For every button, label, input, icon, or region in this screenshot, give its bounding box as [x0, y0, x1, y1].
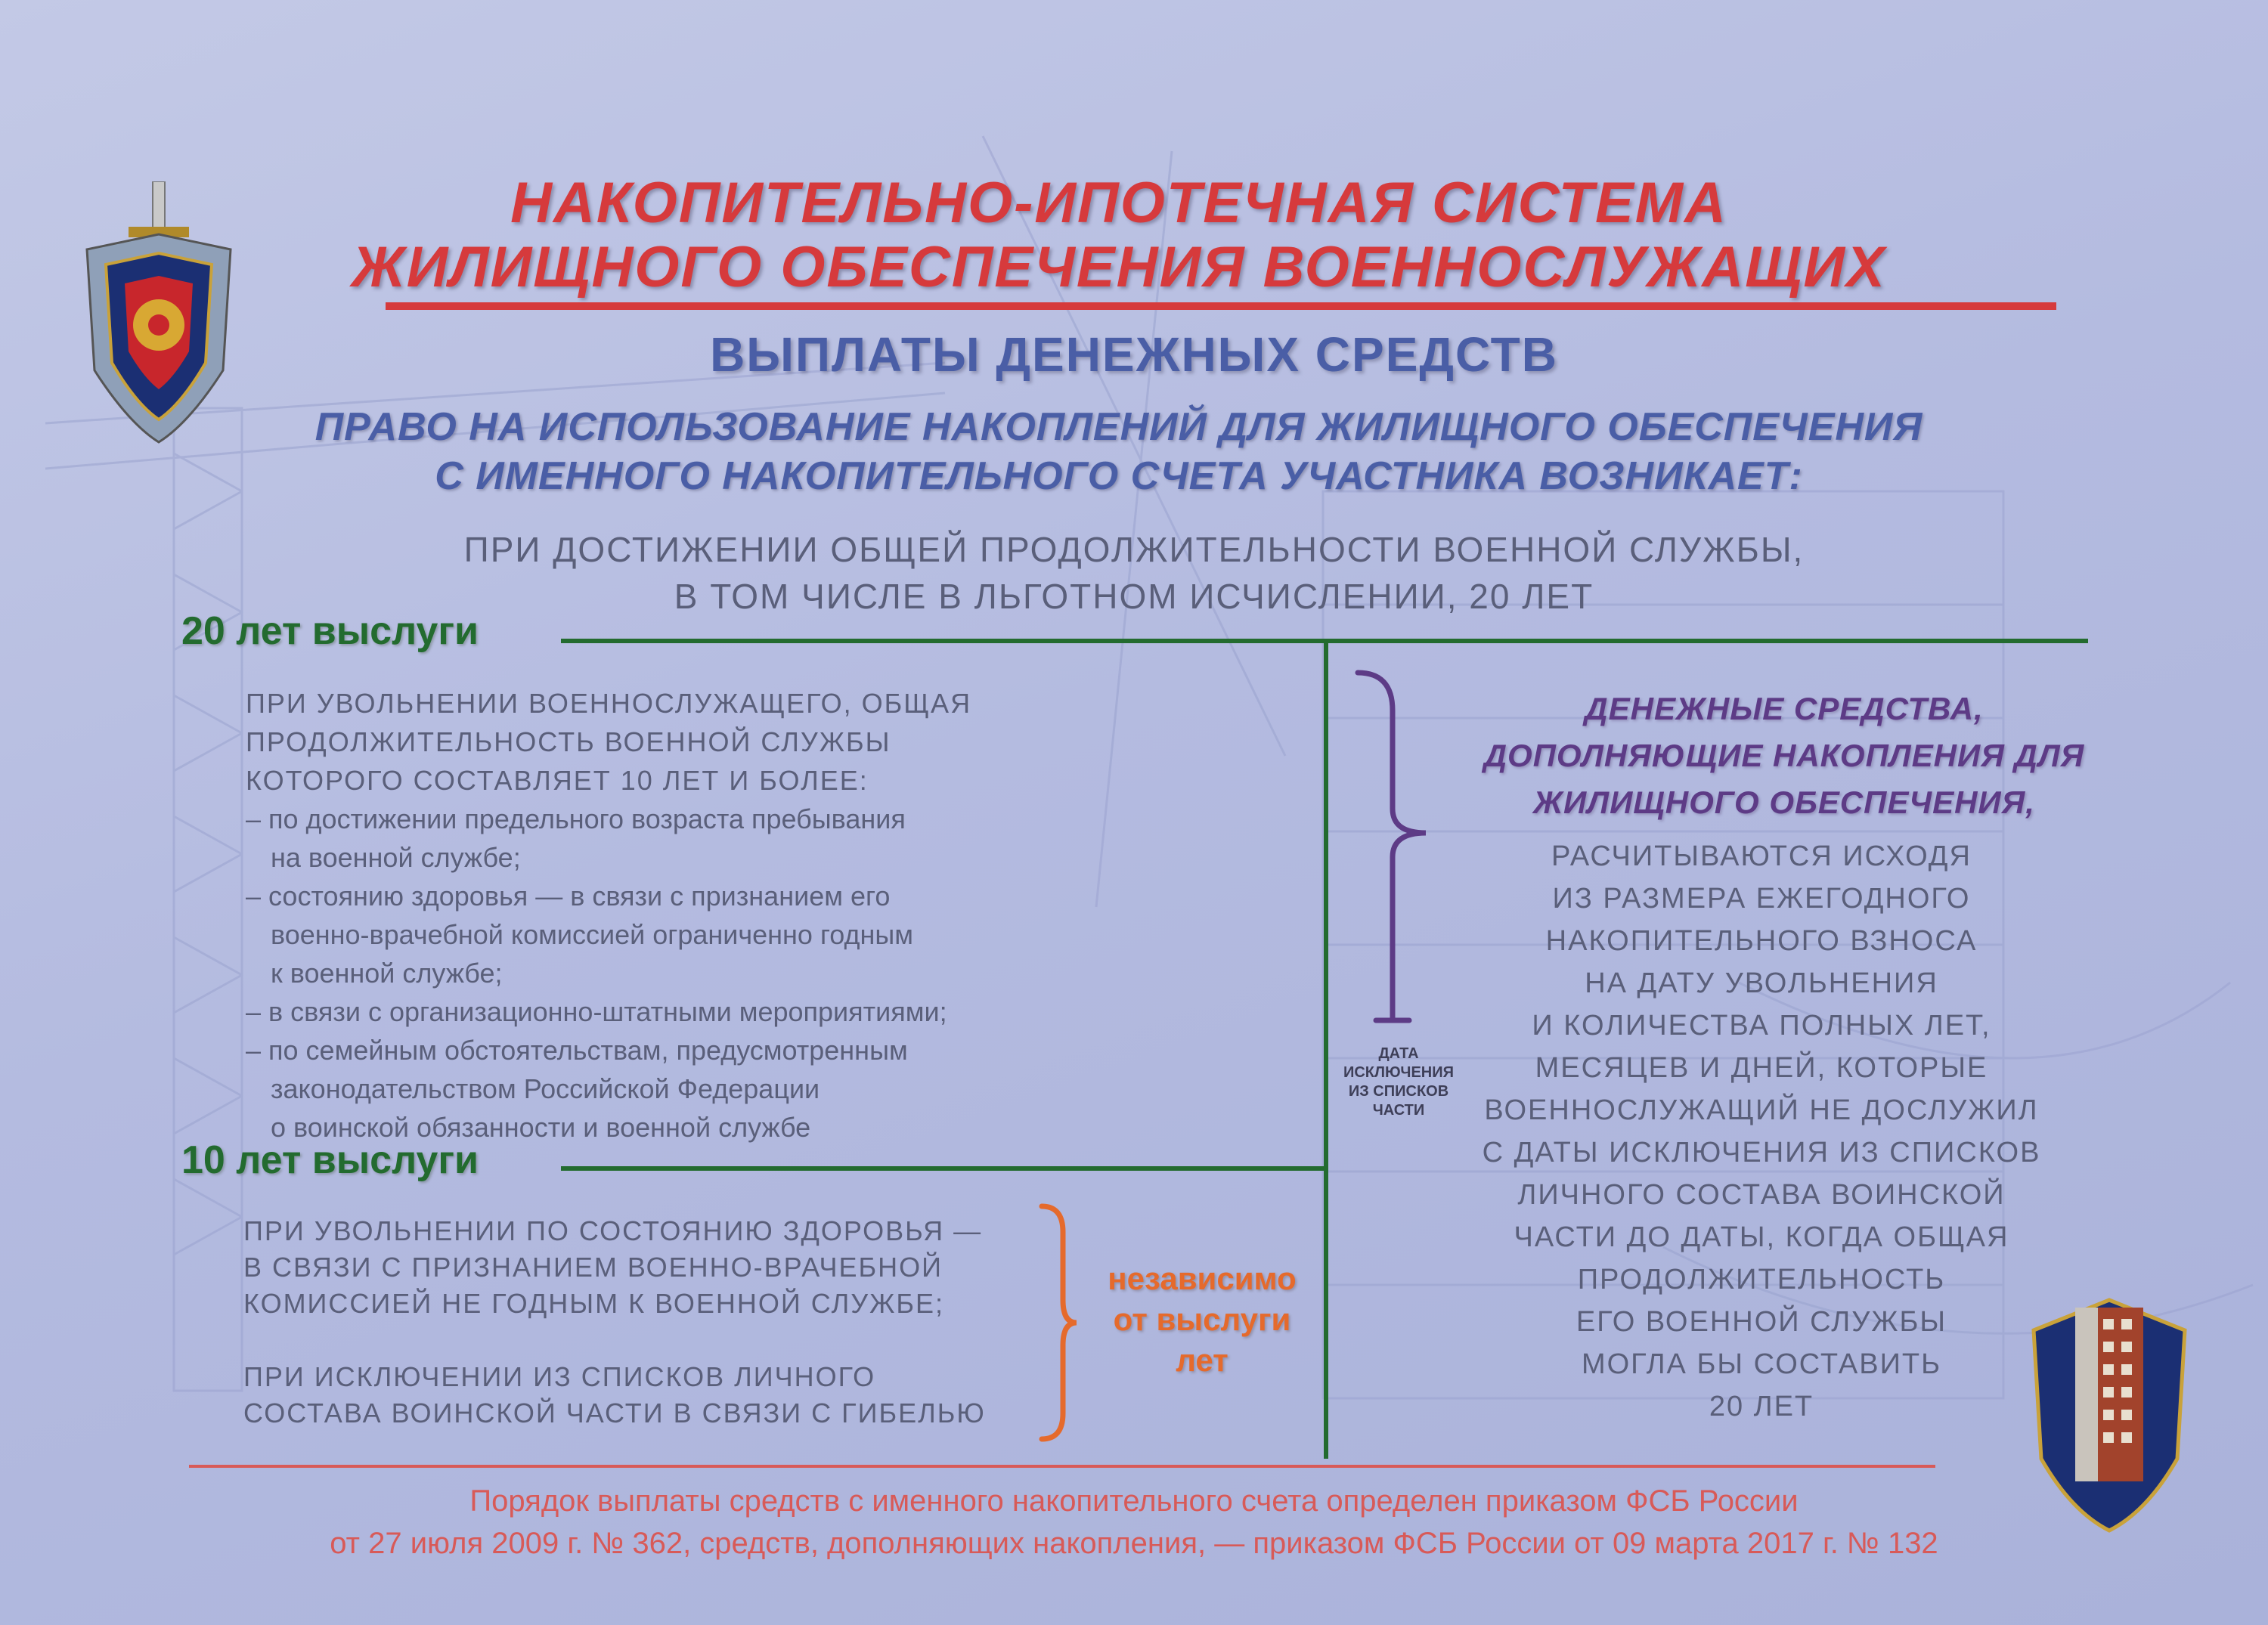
description-line: ЧАСТИ ДО ДАТЫ, КОГДА ОБЩАЯ — [1514, 1221, 2009, 1253]
date-note-line: ДАТА — [1378, 1045, 1419, 1062]
footer-line-1: Порядок выплаты средств с именного накопительного счета определен приказом ФСБ России — [469, 1484, 1799, 1518]
condition-line-1: ПРИ ДОСТИЖЕНИИ ОБЩЕЙ ПРОДОЛЖИТЕЛЬНОСТИ ВОЕННОЙ СЛУЖБЫ, — [463, 530, 1805, 569]
description-line: ЕГО ВОЕННОЙ СЛУЖБЫ — [1576, 1306, 1947, 1338]
title-underline — [386, 302, 2056, 310]
ten-years-block-2 — [243, 1359, 1060, 1432]
footer-divider — [189, 1465, 1935, 1468]
ten-years-line — [561, 1166, 1326, 1171]
list-item-continued: законодательством Российской Федерации — [271, 1073, 820, 1104]
ten-years-label: 10 лет выслуги — [181, 1138, 479, 1182]
note-line: независимо — [1108, 1261, 1297, 1296]
twenty-years-label: 20 лет выслуги — [181, 609, 479, 653]
date-note-line: ЧАСТИ — [1372, 1102, 1425, 1119]
intro-line: КОТОРОГО СОСТАВЛЯЕТ 10 ЛЕТ И БОЛЕЕ: — [246, 765, 869, 796]
orange-brace-icon — [1036, 1202, 1081, 1444]
intro-line: ПРОДОЛЖИТЕЛЬНОСТЬ ВОЕННОЙ СЛУЖБЫ — [246, 726, 891, 757]
date-note-line: ИСКЛЮЧЕНИЯ — [1343, 1064, 1454, 1081]
description-line: МЕСЯЦЕВ И ДНЕЙ, КОТОРЫЕ — [1535, 1052, 1988, 1084]
list-item: – в связи с организационно-штатными мероприятиями; — [246, 996, 947, 1027]
description-line: ИЗ РАЗМЕРА ЕЖЕГОДНОГО — [1552, 883, 1971, 915]
rights-heading-line-2: С ИМЕННОГО НАКОПИТЕЛЬНОГО СЧЕТА УЧАСТНИКА ВОЗНИКАЕТ: — [435, 454, 1803, 498]
heading-line: ДОПОЛНЯЮЩИЕ НАКОПЛЕНИЯ ДЛЯ — [1483, 738, 2085, 773]
ten-years-line: СОСТАВА ВОИНСКОЙ ЧАСТИ В СВЯЗИ С ГИБЕЛЬЮ — [243, 1398, 986, 1428]
page-title-line-1: НАКОПИТЕЛЬНО-ИПОТЕЧНАЯ СИСТЕМА — [510, 171, 1727, 235]
list-item-continued: о воинской обязанности и военной службе — [271, 1112, 811, 1143]
description-line: ВОЕННОСЛУЖАЩИЙ НЕ ДОСЛУЖИЛ — [1484, 1094, 2039, 1126]
ten-years-line: ПРИ УВОЛЬНЕНИИ ПО СОСТОЯНИЮ ЗДОРОВЬЯ — — [243, 1215, 983, 1246]
independent-note — [1077, 1258, 1327, 1381]
list-item-continued: военно-врачебной комиссией ограниченно годным — [271, 919, 914, 950]
list-item: – по достижении предельного возраста пребывания — [246, 803, 906, 834]
description-line: РАСЧИТЫВАЮТСЯ ИСХОДЯ — [1551, 840, 1972, 872]
section-subtitle: ВЫПЛАТЫ ДЕНЕЖНЫХ СРЕДСТВ — [710, 327, 1558, 382]
description-line: ЛИЧНОГО СОСТАВА ВОИНСКОЙ — [1517, 1179, 2006, 1211]
ten-years-block-1 — [243, 1213, 1060, 1322]
heading-line: ДЕНЕЖНЫЕ СРЕДСТВА, — [1585, 691, 1984, 726]
page-title-line-2: ЖИЛИЩНОГО ОБЕСПЕЧЕНИЯ ВОЕННОСЛУЖАЩИХ — [352, 235, 1886, 299]
description-line: НАКОПИТЕЛЬНОГО ВЗНОСА — [1545, 925, 1978, 957]
date-note-line: ИЗ СПИСКОВ — [1348, 1083, 1449, 1100]
supplementary-funds-heading — [1406, 686, 2162, 826]
note-line: от выслуги — [1113, 1302, 1291, 1337]
fsb-emblem-icon — [76, 181, 242, 453]
twenty-years-conditions — [246, 684, 1108, 1147]
list-item: – по семейным обстоятельствам, предусмотренным — [246, 1035, 908, 1066]
description-line: И КОЛИЧЕСТВА ПОЛНЫХ ЛЕТ, — [1532, 1010, 1991, 1042]
description-line: НА ДАТУ УВОЛЬНЕНИЯ — [1585, 967, 1938, 999]
description-line: 20 ЛЕТ — [1709, 1391, 1814, 1422]
heading-line: ЖИЛИЩНОГО ОБЕСПЕЧЕНИЯ, — [1533, 785, 2035, 820]
list-item-continued: к военной службе; — [271, 958, 503, 989]
intro-line: ПРИ УВОЛЬНЕНИИ ВОЕННОСЛУЖАЩЕГО, ОБЩАЯ — [246, 688, 972, 719]
list-item-continued: на военной службе; — [271, 842, 521, 873]
ten-years-line: В СВЯЗИ С ПРИЗНАНИЕМ ВОЕННО-ВРАЧЕБНОЙ — [243, 1252, 943, 1283]
description-line: МОГЛА БЫ СОСТАВИТЬ — [1581, 1348, 1942, 1380]
ten-years-line: КОМИССИЕЙ НЕ ГОДНЫМ К ВОЕННОЙ СЛУЖБЕ; — [243, 1288, 944, 1319]
rights-heading-line-1: ПРАВО НА ИСПОЛЬЗОВАНИЕ НАКОПЛЕНИЙ ДЛЯ ЖИЛИЩНОГО ОБЕСПЕЧЕНИЯ — [314, 405, 1923, 449]
condition-line-2: В ТОМ ЧИСЛЕ В ЛЬГОТНОМ ИСЧИСЛЕНИИ, 20 ЛЕТ — [674, 577, 1594, 616]
ten-years-line: ПРИ ИСКЛЮЧЕНИИ ИЗ СПИСКОВ ЛИЧНОГО — [243, 1361, 876, 1392]
description-line: ПРОДОЛЖИТЕЛЬНОСТЬ — [1577, 1264, 1946, 1295]
note-line: лет — [1176, 1342, 1228, 1378]
list-item: – состоянию здоровья — в связи с признанием его — [246, 881, 891, 912]
footer-line-2: от 27 июля 2009 г. № 362, средств, дополняющих накопления, — приказом ФСБ России от 09 марта 2017 г. № 132 — [330, 1527, 1938, 1560]
description-line: С ДАТЫ ИСКЛЮЧЕНИЯ ИЗ СПИСКОВ — [1482, 1137, 2041, 1168]
calculation-description — [1436, 835, 2087, 1428]
